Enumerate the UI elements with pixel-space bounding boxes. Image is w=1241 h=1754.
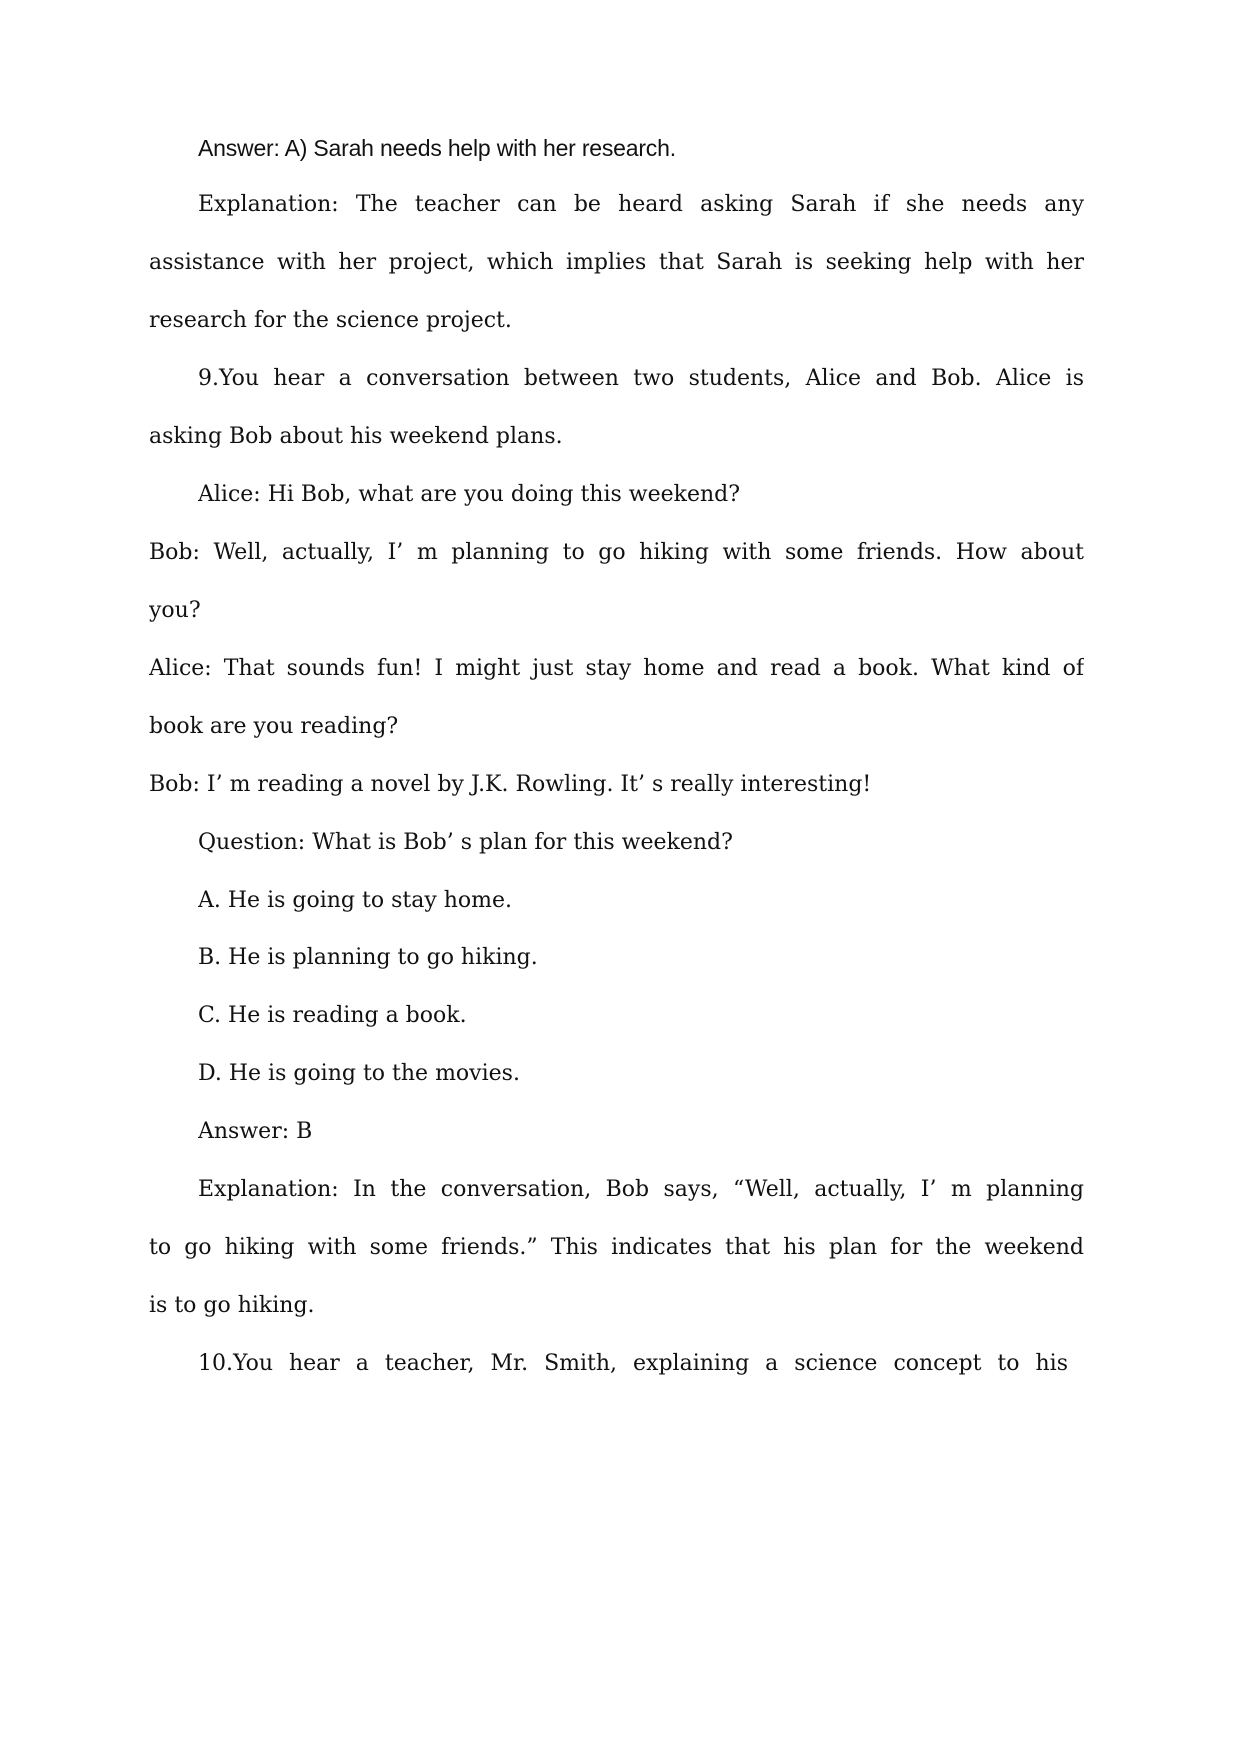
- option-b: B. He is planning to go hiking.: [198, 945, 538, 970]
- option-a: A. He is going to stay home.: [198, 888, 513, 913]
- dialogue-bob-1-line-1: Bob: Well, actually, I’ m planning to go hiking with some friends. How about: [149, 540, 1084, 565]
- previous-explanation-line-1: Explanation: The teacher can be heard asking Sarah if she needs any: [198, 192, 1084, 217]
- dialogue-bob-2: Bob: I’ m reading a novel by J.K. Rowling. It’ s really interesting!: [149, 772, 872, 797]
- question-10-line-1: 10.You hear a teacher, Mr. Smith, explaining a science concept to his: [198, 1351, 1068, 1376]
- option-c: C. He is reading a book.: [198, 1003, 467, 1028]
- explanation-line-2: to go hiking with some friends.” This indicates that his plan for the weekend: [149, 1235, 1084, 1260]
- option-d: D. He is going to the movies.: [198, 1061, 520, 1086]
- dialogue-alice-1: Alice: Hi Bob, what are you doing this weekend?: [198, 482, 741, 507]
- explanation-line-1: Explanation: In the conversation, Bob says, “Well, actually, I’ m planning: [198, 1177, 1084, 1202]
- explanation-line-3: is to go hiking.: [149, 1293, 315, 1318]
- dialogue-bob-1-line-2: you?: [149, 598, 201, 623]
- answer: Answer: B: [198, 1119, 313, 1144]
- previous-explanation-line-3: research for the science project.: [149, 308, 512, 333]
- previous-answer: Answer: A) Sarah needs help with her research.: [198, 135, 676, 161]
- dialogue-alice-2-line-1: Alice: That sounds fun! I might just stay home and read a book. What kind of: [149, 656, 1084, 681]
- question-text: Question: What is Bob’ s plan for this weekend?: [198, 830, 733, 855]
- previous-explanation-line-2: assistance with her project, which implies that Sarah is seeking help with her: [149, 250, 1084, 275]
- question-9-line-2: asking Bob about his weekend plans.: [149, 424, 563, 449]
- question-9-line-1: 9.You hear a conversation between two students, Alice and Bob. Alice is: [198, 366, 1084, 391]
- dialogue-alice-2-line-2: book are you reading?: [149, 714, 399, 739]
